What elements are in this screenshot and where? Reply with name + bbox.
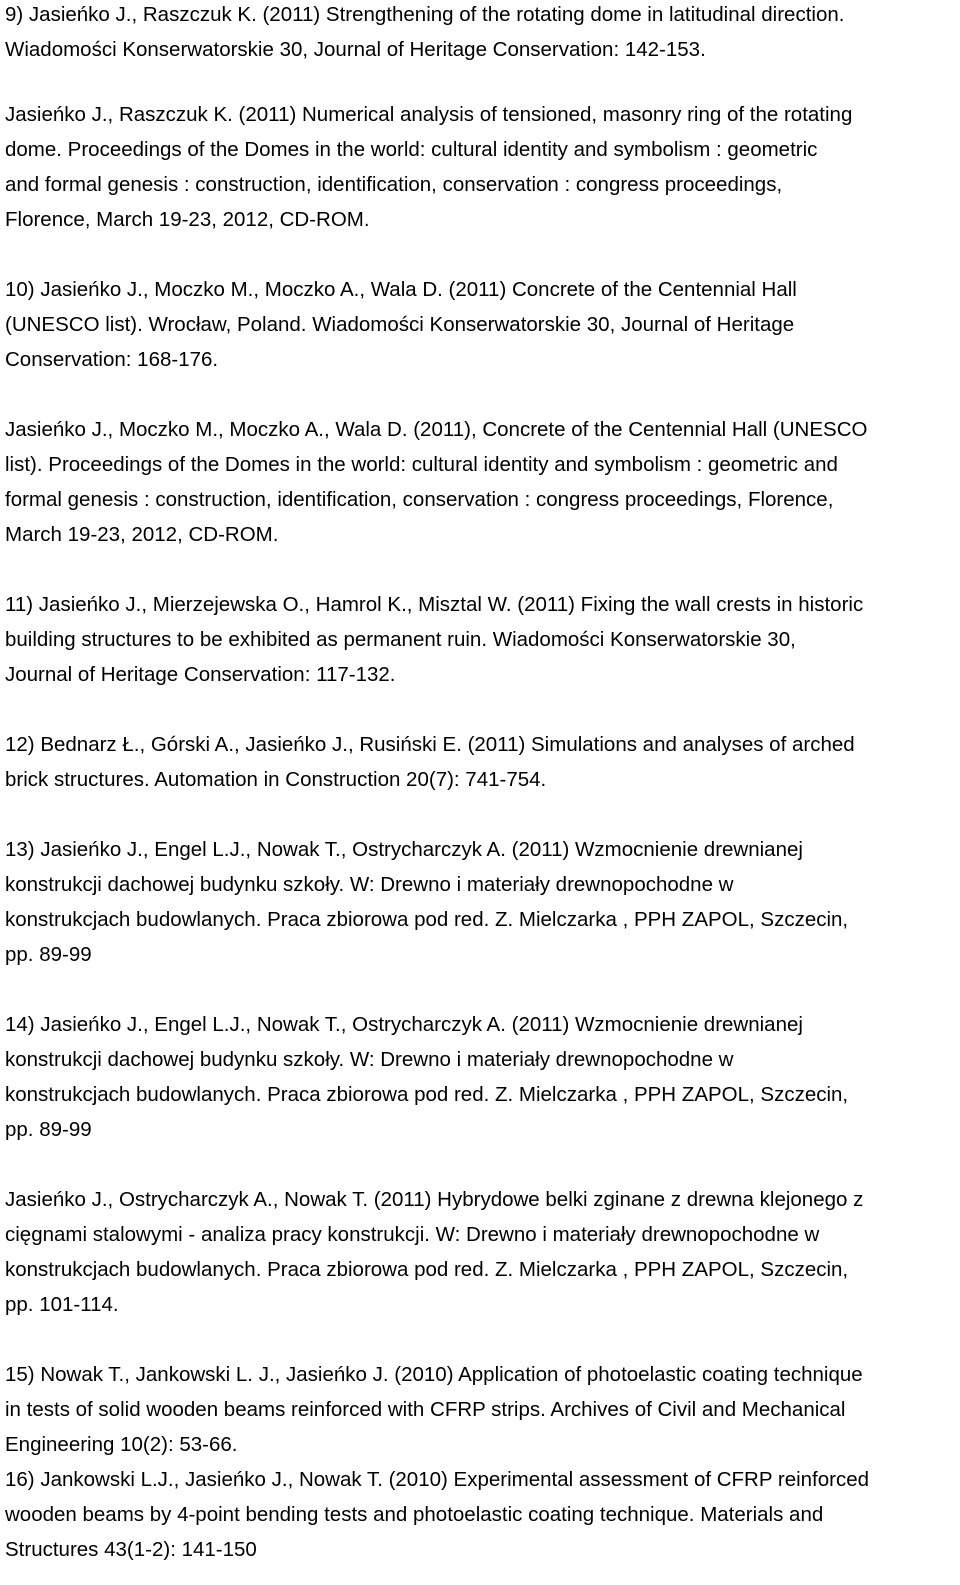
ref-12-line-2: brick structures. Automation in Construction 20(7): 741-754. [5,768,547,791]
ref-10-line-1: 10) Jasieńko J., Moczko M., Moczko A., Wala D. (2011) Concrete of the Centennial Hall [5,278,797,301]
ref-16-line-1: 16) Jankowski L.J., Jasieńko J., Nowak T. (2010) Experimental assessment of CFRP reinforced [5,1468,870,1491]
ref-14b-line-4: pp. 101-114. [5,1293,119,1316]
ref-14-line-1: 14) Jasieńko J., Engel L.J., Nowak T., Ostrycharczyk A. (2011) Wzmocnienie drewnianej [5,1013,803,1036]
ref-11-line-1: 11) Jasieńko J., Mierzejewska O., Hamrol K., Misztal W. (2011) Fixing the wall crests in historic [5,593,864,616]
ref-13-line-4: pp. 89-99 [5,943,92,966]
ref-10-line-3: Conservation: 168-176. [5,348,219,371]
ref-13-line-1: 13) Jasieńko J., Engel L.J., Nowak T., Ostrycharczyk A. (2011) Wzmocnienie drewnianej [5,838,803,861]
ref-14-line-3: konstrukcjach budowlanych. Praca zbiorowa pod red. Z. Mielczarka , PPH ZAPOL, Szczecin, [5,1083,849,1106]
ref-14-line-4: pp. 89-99 [5,1118,92,1141]
ref-10b-line-2: list). Proceedings of the Domes in the world: cultural identity and symbolism : geometric and [5,453,838,476]
ref-10-line-2: (UNESCO list). Wrocław, Poland. Wiadomości Konserwatorskie 30, Journal of Heritage [5,313,795,336]
ref-10b-line-4: March 19-23, 2012, CD-ROM. [5,523,279,546]
ref-16-line-2: wooden beams by 4-point bending tests and photoelastic coating technique. Materials and [5,1503,824,1526]
ref-15-line-1: 15) Nowak T., Jankowski L. J., Jasieńko J. (2010) Application of photoelastic coating technique [5,1363,863,1386]
ref-11-line-3: Journal of Heritage Conservation: 117-132. [5,663,396,686]
ref-9-line-1: 9) Jasieńko J., Raszczuk K. (2011) Strengthening of the rotating dome in latitudinal direction. [5,3,845,26]
ref-14b-line-2: cięgnami stalowymi - analiza pracy konstrukcji. W: Drewno i materiały drewnopochodne w [5,1223,820,1246]
ref-9b-line-3: and formal genesis : construction, identification, conservation : congress proceedings, [5,173,783,196]
ref-9b-line-4: Florence, March 19-23, 2012, CD-ROM. [5,208,370,231]
ref-9b-line-2: dome. Proceedings of the Domes in the world: cultural identity and symbolism : geometric [5,138,818,161]
ref-15-line-2: in tests of solid wooden beams reinforced with CFRP strips. Archives of Civil and Mechanical [5,1398,846,1421]
ref-10b-line-1: Jasieńko J., Moczko M., Moczko A., Wala D. (2011), Concrete of the Centennial Hall (UNESCO [5,418,868,441]
ref-11-line-2: building structures to be exhibited as permanent ruin. Wiadomości Konserwatorskie 30, [5,628,796,651]
ref-14b-line-3: konstrukcjach budowlanych. Praca zbiorowa pod red. Z. Mielczarka , PPH ZAPOL, Szczecin, [5,1258,849,1281]
ref-13-line-2: konstrukcji dachowej budynku szkoły. W: Drewno i materiały drewnopochodne w [5,873,734,896]
ref-9-line-2: Wiadomości Konserwatorskie 30, Journal of Heritage Conservation: 142-153. [5,38,706,61]
ref-14-line-2: konstrukcji dachowej budynku szkoły. W: Drewno i materiały drewnopochodne w [5,1048,734,1071]
ref-13-line-3: konstrukcjach budowlanych. Praca zbiorowa pod red. Z. Mielczarka , PPH ZAPOL, Szczecin, [5,908,849,931]
ref-14b-line-1: Jasieńko J., Ostrycharczyk A., Nowak T. (2011) Hybrydowe belki zginane z drewna klejonego z [5,1188,864,1211]
ref-10b-line-3: formal genesis : construction, identification, conservation : congress proceedings, Florence, [5,488,834,511]
ref-9b-line-1: Jasieńko J., Raszczuk K. (2011) Numerical analysis of tensioned, masonry ring of the rotating [5,103,853,126]
ref-15-line-3: Engineering 10(2): 53-66. [5,1433,238,1456]
ref-16-line-3: Structures 43(1-2): 141-150 [5,1538,257,1561]
ref-12-line-1: 12) Bednarz Ł., Górski A., Jasieńko J., Rusiński E. (2011) Simulations and analyses of arched [5,733,855,756]
